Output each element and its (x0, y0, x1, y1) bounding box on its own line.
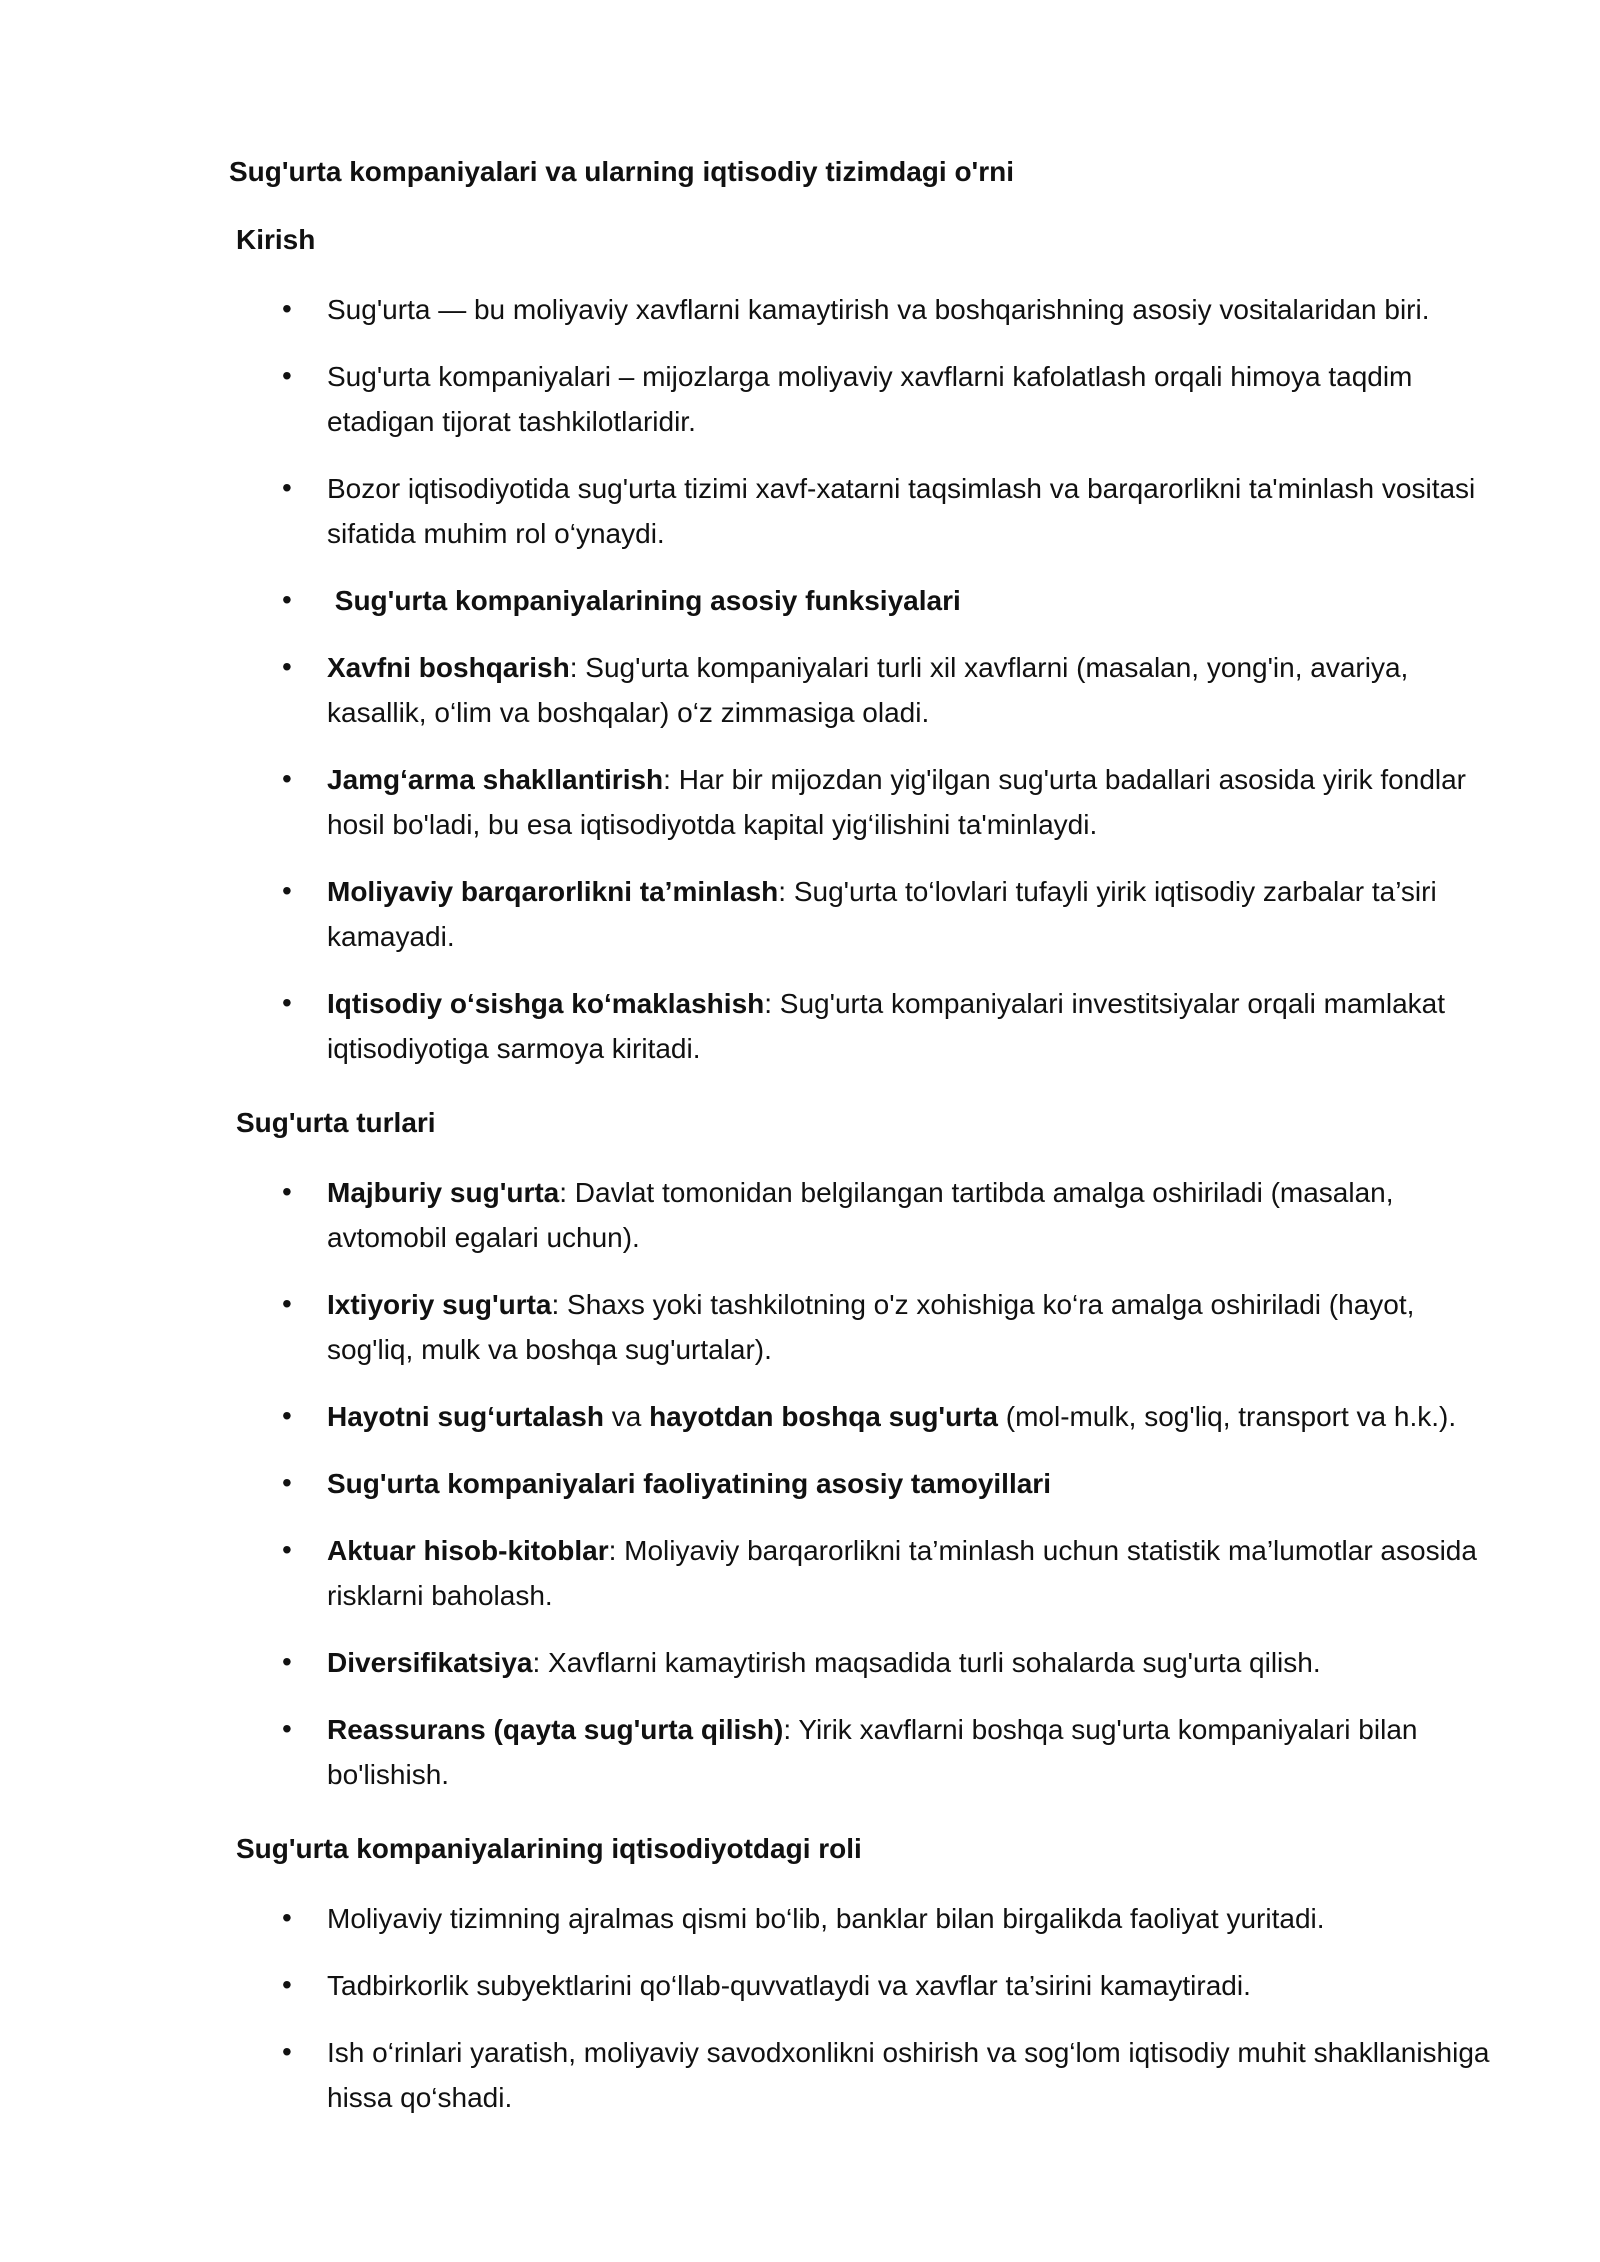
item-text: Moliyaviy tizimning ajralmas qismi bo‘lib, banklar bilan birgalikda faoliyat yuritadi. (327, 1903, 1325, 1934)
document-title: Sug'urta kompaniyalari va ularning iqtisodiy tizimdagi o'rni (229, 156, 1014, 187)
bullet-icon: • (282, 651, 292, 682)
item-text: va (603, 1401, 650, 1432)
section-heading-turlari: Sug'urta turlari (236, 1107, 436, 1138)
bullet-icon: • (282, 1176, 292, 1207)
item-text: : Har bir mijozdan yig'ilgan sug'urta badallari asosida yirik fondlar hosil bo'ladi, bu esa iqtisodiyotda kapital yig‘ilishini ta'minlaydi. (327, 764, 1467, 840)
bullet-icon: • (282, 987, 292, 1018)
bullet-icon: • (282, 472, 292, 503)
item-bold: Iqtisodiy o‘sishga ko‘maklashish (327, 988, 765, 1019)
item-text: Sug'urta — bu moliyaviy xavflarni kamaytirish va boshqarishning asosiy vositalaridan biri. (327, 294, 1430, 325)
bullet-icon: • (282, 1902, 292, 1933)
item-bold: Sug'urta kompaniyalarining asosiy funksiyalari (327, 585, 961, 616)
item-text: Bozor iqtisodiyotida sug'urta tizimi xavf-xatarni taqsimlash va barqarorlikni ta'minlash vositasi sifatida muhim rol o‘ynaydi. (327, 473, 1476, 549)
bullet-icon: • (282, 875, 292, 906)
bullet-icon: • (282, 1646, 292, 1677)
bullet-icon: • (282, 763, 292, 794)
item-text: Tadbirkorlik subyektlarini qo‘llab-quvvatlaydi va xavflar ta’sirini kamaytiradi. (327, 1970, 1251, 2001)
item-bold: Sug'urta kompaniyalari faoliyatining asosiy tamoyillari (327, 1468, 1051, 1499)
section-heading-kirish: Kirish (236, 224, 316, 255)
item-text: (mol-mulk, sog'liq, transport va h.k.). (997, 1401, 1457, 1432)
item-bold: Hayotni sug‘urtalash (327, 1401, 604, 1432)
item-bold: Diversifikatsiya (327, 1647, 533, 1678)
bullet-icon: • (282, 1467, 292, 1498)
item-text: : Sug'urta kompaniyalari turli xil xavflarni (masalan, yong'in, avariya, kasallik, o‘lim va boshqalar) o‘z zimmasiga oladi. (327, 652, 1409, 728)
bullet-icon: • (282, 360, 292, 391)
item-bold: Aktuar hisob-kitoblar (327, 1535, 609, 1566)
item-bold: Jamg‘arma shakllantirish (327, 764, 664, 795)
item-text: : Xavflarni kamaytirish maqsadida turli sohalarda sug'urta qilish. (532, 1647, 1321, 1678)
item-text: : Davlat tomonidan belgilangan tartibda amalga oshiriladi (masalan, avtomobil egalari uchun). (327, 1177, 1394, 1253)
bullet-icon: • (282, 1288, 292, 1319)
item-bold: Xavfni boshqarish (327, 652, 570, 683)
item-bold: Reassurans (qayta sug'urta qilish) (327, 1714, 784, 1745)
item-bold: Majburiy sug'urta (327, 1177, 560, 1208)
item-text: Ish o‘rinlari yaratish, moliyaviy savodxonlikni oshirish va sog‘lom iqtisodiy muhit shakllanishiga hissa qo‘shadi. (327, 2037, 1490, 2113)
section-heading-roli: Sug'urta kompaniyalarining iqtisodiyotdagi roli (236, 1833, 862, 1864)
bullet-icon: • (282, 1400, 292, 1431)
item-text: : Sug'urta kompaniyalari investitsiyalar orqali mamlakat iqtisodiyotiga sarmoya kiritadi. (327, 988, 1445, 1064)
bullet-icon: • (282, 2036, 292, 2067)
item-bold: Moliyaviy barqarorlikni ta’minlash (327, 876, 779, 907)
bullet-icon: • (282, 293, 292, 324)
bullet-icon: • (282, 1534, 292, 1565)
bullet-icon: • (282, 584, 292, 615)
item-text: Sug'urta kompaniyalari – mijozlarga moliyaviy xavflarni kafolatlash orqali himoya taqdim etadigan tijorat tashkilotlaridir. (327, 361, 1413, 437)
item-bold: Ixtiyoriy sug'urta (327, 1289, 552, 1320)
item-text: : Sug'urta to‘lovlari tufayli yirik iqtisodiy zarbalar ta’siri kamayadi. (327, 876, 1437, 952)
bullet-icon: • (282, 1969, 292, 2000)
item-bold: hayotdan boshqa sug'urta (649, 1401, 998, 1432)
item-text: : Shaxs yoki tashkilotning o'z xohishiga ko‘ra amalga oshiriladi (hayot, sog'liq, mulk va boshqa sug'urtalar). (327, 1289, 1415, 1365)
item-text: : Yirik xavflarni boshqa sug'urta kompaniyalari bilan bo'lishish. (327, 1714, 1418, 1790)
item-text: : Moliyaviy barqarorlikni ta’minlash uchun statistik ma’lumotlar asosida risklarni baholash. (327, 1535, 1477, 1611)
bullet-icon: • (282, 1713, 292, 1744)
